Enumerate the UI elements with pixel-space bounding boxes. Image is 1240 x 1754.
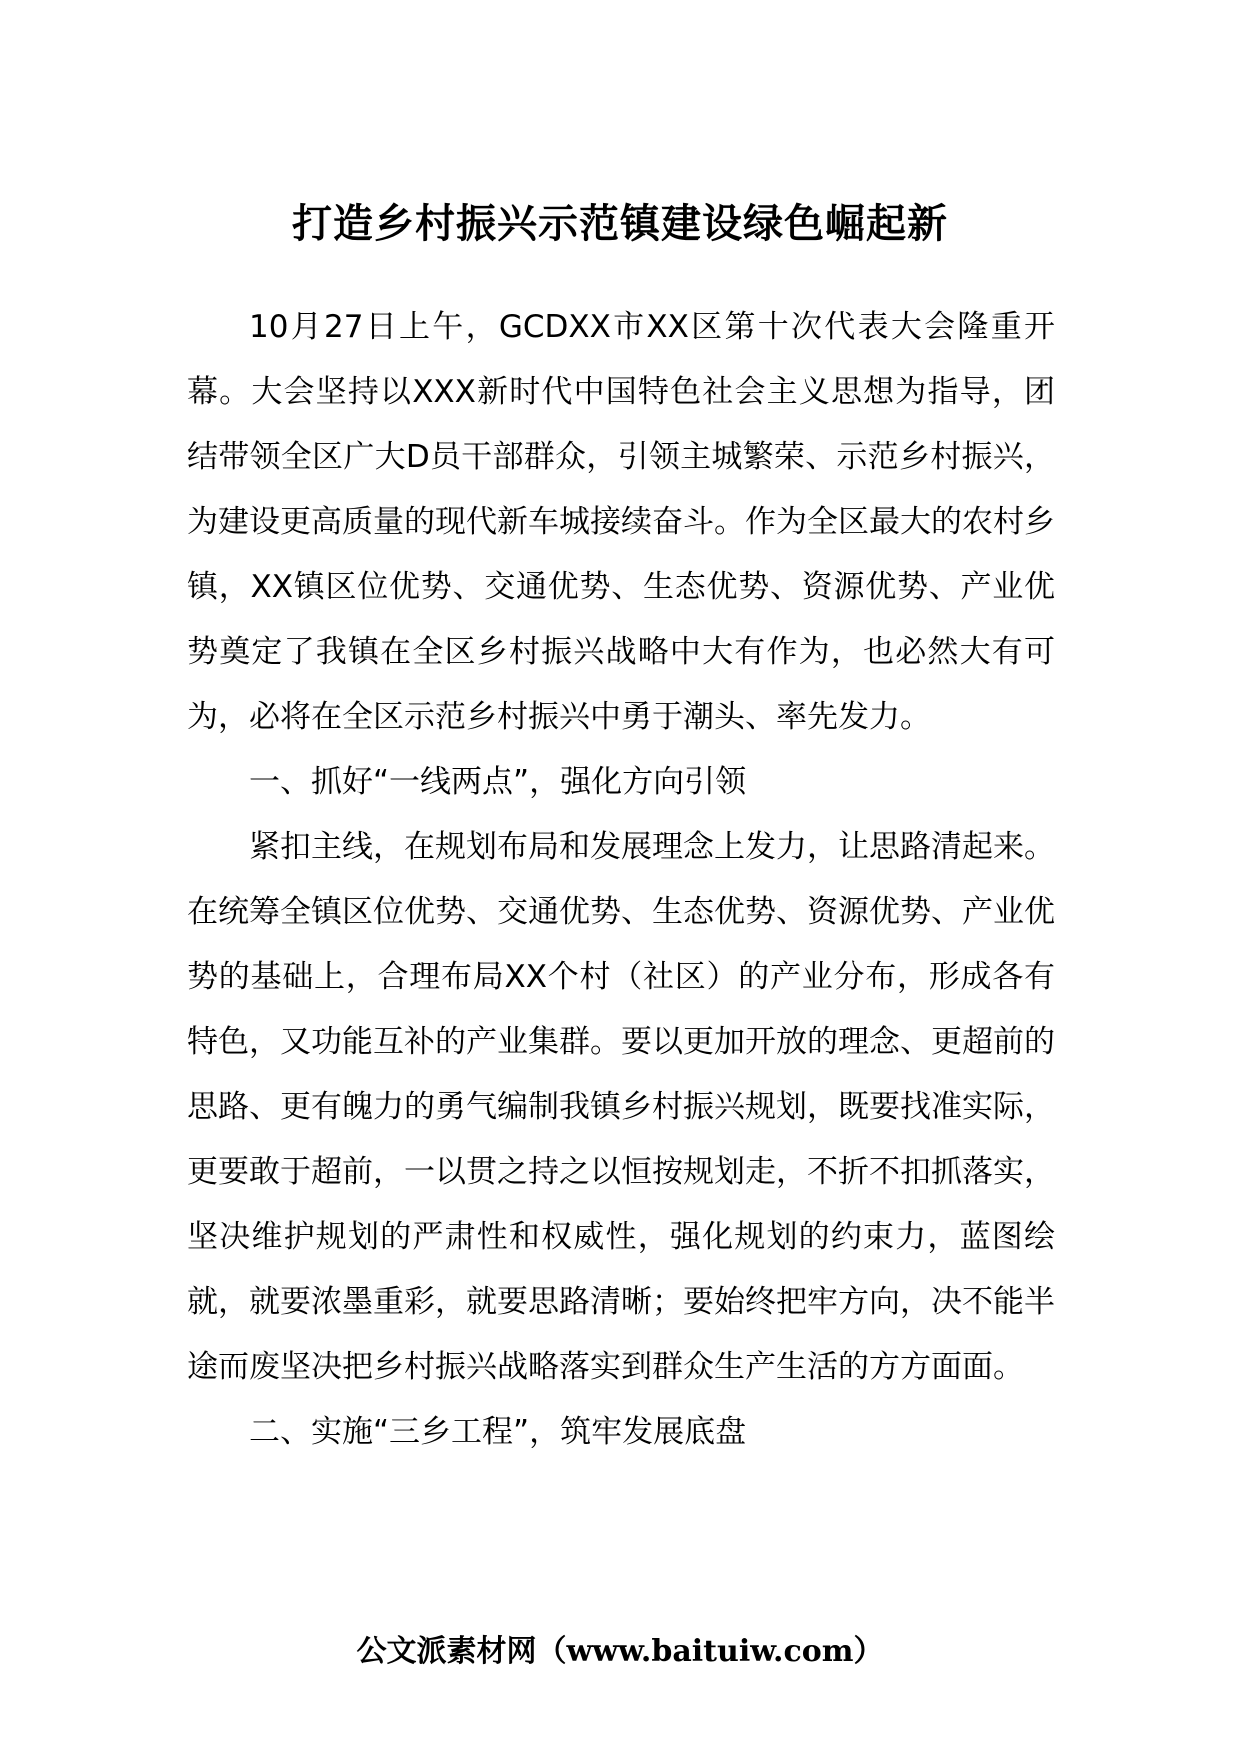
document-title: 打造乡村振兴示范镇建设绿色崛起新 xyxy=(292,201,948,247)
document-body xyxy=(187,295,1055,1465)
paragraph-intro: 10月27日上午，GCDXX市XX区第十次代表大会隆重开幕。大会坚持以XXX新时代中国特色社会主义思想为指导，团结带领全区广大D员干部群众，引领主城繁荣、示范乡村振兴，为建设更高质量的现代新车城接续奋斗。作为全区最大的农村乡镇，XX镇区位优势、交通优势、生态优势、资源优势、产业优势奠定了我镇在全区乡村振兴战略中大有作为，也必然大有可为，必将在全区示范乡村振兴中勇于潮头、率先发力。 xyxy=(187,309,1055,735)
section-heading-1: 一、抓好“一线两点”，强化方向引领 xyxy=(249,764,747,800)
section-heading-2: 二、实施“三乡工程”，筑牢发展底盘 xyxy=(249,1414,747,1450)
watermark-footer: 公文派素材网（www.baituiw.com） xyxy=(356,1634,884,1669)
paragraph-section-1: 紧扣主线，在规划布局和发展理念上发力，让思路清起来。在统筹全镇区位优势、交通优势、生态优势、资源优势、产业优势的基础上，合理布局XX个村（社区）的产业分布，形成各有特色，又功能互补的产业集群。要以更加开放的理念、更超前的思路、更有魄力的勇气编制我镇乡村振兴规划，既要找准实际，更要敢于超前，一以贯之持之以恒按规划走，不折不扣抓落实，坚决维护规划的严肃性和权威性，强化规划的约束力，蓝图绘就，就要浓墨重彩，就要思路清晰；要始终把牢方向，决不能半途而废坚决把乡村振兴战略落实到群众生产生活的方方面面。 xyxy=(187,829,1055,1385)
